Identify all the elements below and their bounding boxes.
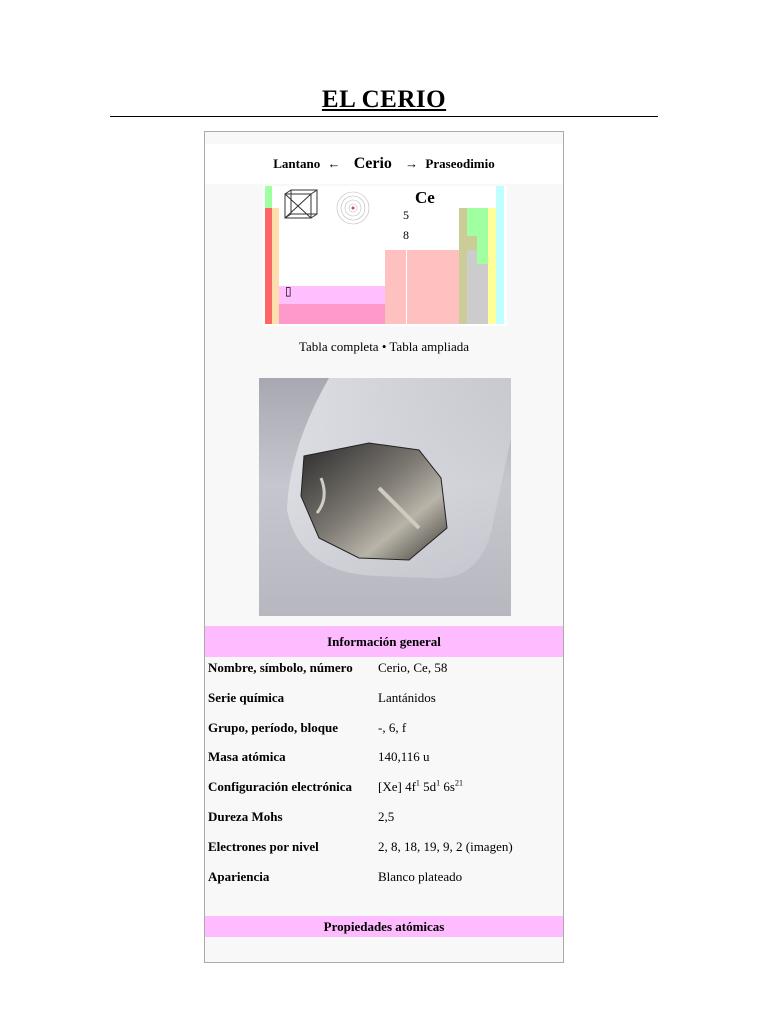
atomic-number-digit-2: 8 xyxy=(403,228,409,242)
position-marker: ▯ xyxy=(285,284,292,298)
property-label: Nombre, símbolo, número xyxy=(208,660,353,675)
property-row xyxy=(205,837,563,867)
property-label: Electrones por nivel xyxy=(208,839,319,854)
element-navigation xyxy=(205,144,563,184)
property-row xyxy=(205,688,563,718)
electron-configuration-value: [Xe] $4f^1$ $5d^1$ $6s^{21}$ xyxy=(378,778,463,794)
electron-shell-icon xyxy=(335,188,371,226)
right-arrow-icon: → xyxy=(405,156,419,171)
property-row xyxy=(205,777,563,807)
previous-element-link[interactable]: Lantano xyxy=(273,156,321,171)
crystal-structure-icon xyxy=(281,188,321,222)
periodic-table-mini[interactable] xyxy=(263,186,507,326)
property-label: Serie química xyxy=(208,690,285,705)
table-links[interactable]: Tabla completa • Tabla ampliada xyxy=(299,339,469,354)
property-label: Grupo, período, bloque xyxy=(208,720,339,735)
property-label: Configuración electrónica xyxy=(208,779,353,794)
property-row xyxy=(205,718,563,748)
property-row xyxy=(205,807,563,837)
property-value: Cerio, Ce, 58 xyxy=(378,660,448,675)
property-value: 140,116 u xyxy=(378,749,430,764)
property-value: 2,5 xyxy=(378,809,395,824)
property-row xyxy=(205,747,563,777)
section-header-atomic: Propiedades atómicas xyxy=(205,916,563,937)
cerium-sample-photo xyxy=(259,378,511,616)
page-title: EL CERIO xyxy=(321,86,447,113)
property-value[interactable]: Lantánidos xyxy=(378,690,436,705)
atomic-number-digit-1: 5 xyxy=(403,208,409,222)
property-label: Dureza Mohs xyxy=(208,809,283,824)
left-arrow-icon: ← xyxy=(327,156,341,171)
property-row xyxy=(205,658,563,688)
property-value: Blanco plateado xyxy=(378,869,463,884)
element-symbol: Ce xyxy=(415,188,435,207)
property-value[interactable]: 2, 8, 18, 19, 9, 2 (imagen) xyxy=(378,839,513,854)
current-element: Cerio xyxy=(353,155,392,172)
section-header-general: Información general xyxy=(205,626,563,657)
property-label: Apariencia xyxy=(208,869,270,884)
property-row xyxy=(205,867,563,897)
property-value: -, 6, f xyxy=(378,720,407,735)
element-infobox xyxy=(204,131,564,963)
title-divider xyxy=(110,116,658,117)
property-label: Masa atómica xyxy=(208,749,286,764)
next-element-link[interactable]: Praseodimio xyxy=(425,156,495,171)
